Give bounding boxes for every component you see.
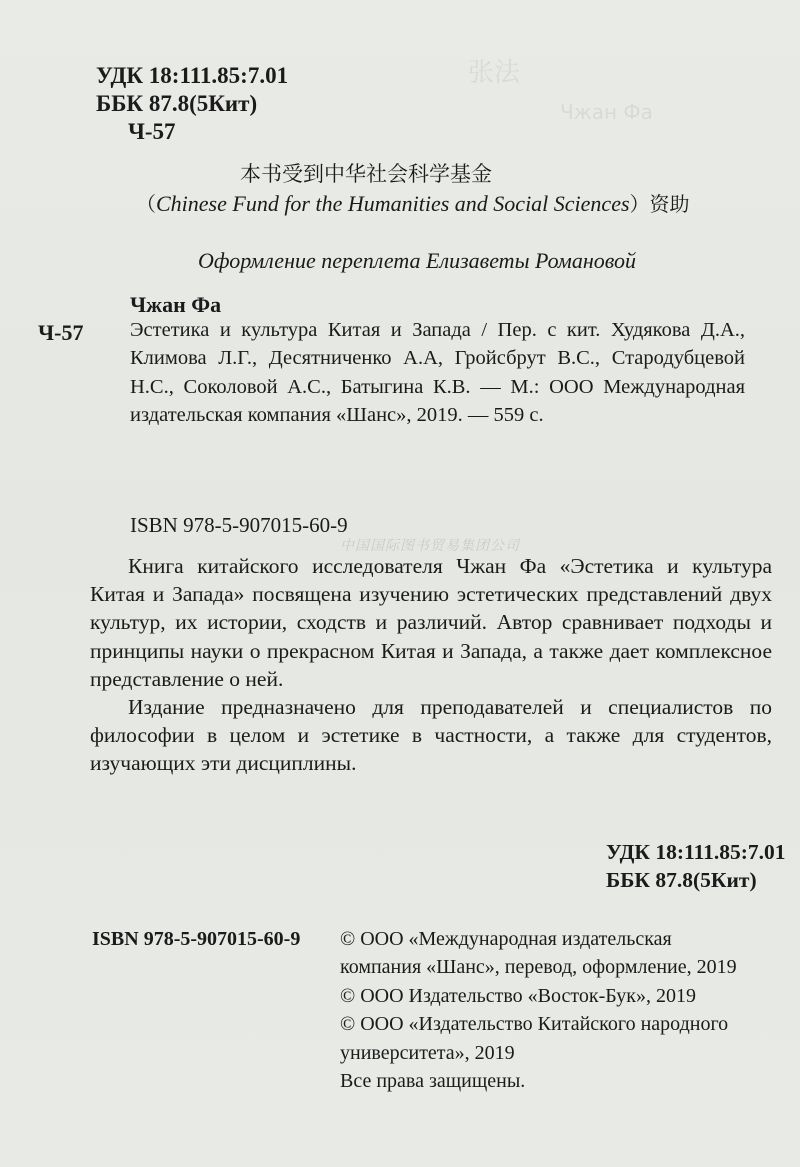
copyright-line: компания «Шанс», перевод, оформление, 2019 [340, 956, 737, 979]
open-paren: （ [136, 192, 156, 216]
binding-design-credit: Оформление переплета Елизаветы Романовой [198, 248, 636, 273]
show-through-text: Чжан Фа [560, 100, 653, 124]
show-through-text: 张法 [468, 58, 521, 88]
publisher-watermark: 中国国际图书贸易集团公司 [340, 538, 520, 554]
copyright-block [340, 925, 800, 1095]
copyright-line: © ООО «Международная издательская [340, 928, 672, 950]
funding-chinese: 本书受到中华社会科学基金 [240, 162, 492, 186]
footer-classification-codes [606, 838, 786, 894]
author-code: Ч-57 [128, 119, 176, 144]
copyright-line: © ООО «Издательство Китайского народного [340, 1013, 729, 1036]
author-heading: Чжан Фа [130, 292, 222, 317]
udk-code-bottom: УДК 18:111.85:7.01 [606, 840, 786, 864]
abstract-paragraph: Издание предназначено для преподавателей и специалистов по философии в целом и эстетике в частности, а также для студентов, изучающих эти дисциплины. [90, 695, 772, 776]
record-author-code: Ч-57 [38, 320, 84, 345]
bibliographic-description: Эстетика и культура Китая и Запада / Пер. с кит. Худякова Д.А., Климова Л.Г., Десятниченко А.А, Гройсбрут В.С., Стародубцевой Н.С., Соколовой А.С., Батыгина К.В. — М.: ООО Международная издательская компания «Шанс», 2019. — 559 с. [130, 319, 745, 427]
bbk-code: ББК 87.8(5Кит) [96, 91, 258, 116]
abstract [90, 552, 772, 778]
close-paren: ）资助 [629, 192, 690, 216]
udk-code: УДК 18:111.85:7.01 [96, 63, 289, 88]
rights-reserved: Все права защищены. [340, 1070, 526, 1093]
isbn-record: ISBN 978-5-907015-60-9 [130, 513, 348, 537]
isbn-bottom: ISBN 978-5-907015-60-9 [92, 928, 301, 950]
bbk-code-bottom: ББК 87.8(5Кит) [606, 868, 757, 892]
abstract-paragraph: Книга китайского исследователя Чжан Фа «Эстетика и культура Китая и Запада» посвящена изучению эстетических представлений двух культур, их истории, сходств и различий. Автор сравнивает подходы и принципы науки о прекрасном Китая и Запада, а также дает комплексное представление о ней. [90, 554, 772, 691]
header-classification-codes [96, 62, 288, 146]
copyright-line: © ООО Издательство «Восток-Бук», 2019 [340, 984, 696, 1007]
funding-english-name: Chinese Fund for the Humanities and Social Sciences [156, 191, 630, 216]
funding-english [136, 188, 690, 217]
copyright-line: университета», 2019 [340, 1041, 515, 1064]
